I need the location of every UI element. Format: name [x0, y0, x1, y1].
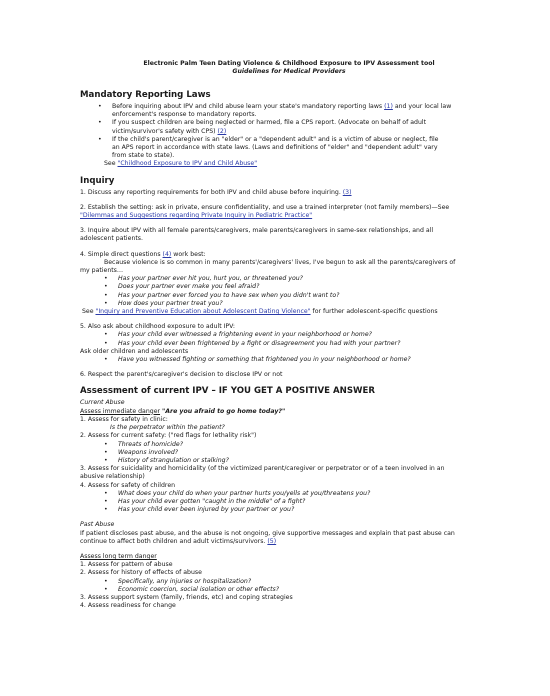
assess-step-1-question: Is the perpetrator within the patient?: [110, 424, 225, 432]
see-tail: for further adolescent-specific questions: [312, 308, 438, 316]
inquiry-step-2: [80, 204, 498, 220]
past-text: If patient discloses past abuse, and the abuse is not ongoing, give supportive messages and explain that past abuse can: [80, 529, 455, 537]
list-text: enforcement's response to mandatory reports.: [112, 111, 257, 119]
long-step-4: 4. Assess readiness for change: [80, 602, 176, 610]
list-item: • Weapons involved?: [118, 449, 498, 457]
older-question-list: [80, 356, 498, 364]
see-line: [80, 308, 498, 316]
document-subtitle: Guidelines for Medical Providers: [232, 68, 346, 75]
assess-step-3: [80, 465, 498, 481]
reference-link[interactable]: (1): [384, 103, 393, 110]
list-item: • Does your partner ever make you feel afraid?: [118, 283, 498, 291]
adolescent-inquiry-link[interactable]: "Inquiry and Preventive Education about Adolescent Dating Violence": [95, 308, 311, 316]
list-item: [112, 119, 498, 135]
inquiry-step-6: 6. Respect the parent's/caregiver's decision to disclose IPV or not: [80, 371, 283, 379]
red-flag-list: [80, 441, 498, 466]
see-label: See: [104, 160, 116, 168]
step-text: adolescent patients.: [80, 235, 143, 243]
question-list: [80, 275, 498, 308]
list-item: • Has your child ever gotten "caught in the middle" of a fight?: [118, 498, 498, 506]
list-item: • Has your partner ever forced you to have sex when you didn't want to?: [118, 292, 498, 300]
reference-link[interactable]: (5): [267, 537, 277, 545]
list-item: • Threats of homicide?: [118, 441, 498, 449]
list-item: • Has your child ever been frightened by a fight or disagreement you had with your partner?: [118, 340, 498, 348]
list-text: and your local law: [394, 103, 452, 110]
reference-link[interactable]: (3): [342, 188, 352, 196]
inquiry-step-1: [80, 189, 498, 197]
inquiry-step-4: [80, 251, 498, 259]
reference-link[interactable]: (2): [217, 127, 227, 135]
assess-step-2: 2. Assess for current safety: ("red flags for lethality risk"): [80, 432, 257, 440]
list-item: [112, 136, 498, 161]
long-step-3: 3. Assess support system (family, friends, etc) and coping strategies: [80, 593, 293, 601]
list-text: victim/survivor's safety with CPS): [112, 127, 216, 135]
past-text: continue to affect both children and adult victims/survivors.: [80, 537, 266, 545]
list-text: from state to state).: [112, 152, 175, 160]
section-heading-mandatory: Mandatory Reporting Laws: [80, 90, 211, 100]
list-item: • Have you witnessed fighting or something that frightened you in your neighborhood or home?: [118, 356, 498, 364]
step-text: abusive relationship): [80, 473, 145, 481]
list-item: • Has your child ever witnessed a frightening event in your neighborhood or home?: [118, 331, 498, 339]
reference-link[interactable]: (4): [162, 250, 172, 258]
inquiry-step-3: [80, 227, 498, 243]
step-text: 1. Discuss any reporting requirements for both IPV and child abuse before inquiring.: [80, 188, 341, 196]
see-line: [80, 160, 498, 168]
intro-text: Because violence is so common in many parents'/caregivers' lives, I've begun to ask all the parents/caregivers of: [104, 258, 456, 266]
assess-step-1: 1. Assess for safety in clinic:: [80, 415, 168, 423]
list-item: • Economic coercion, social isolation or other effects?: [118, 586, 498, 594]
past-abuse-label: Past Abuse: [80, 521, 115, 529]
list-item: [112, 103, 498, 119]
list-item: • What does your child do when your partner hurts you/yells at you/threatens you?: [118, 490, 498, 498]
section-heading-assessment: Assessment of current IPV – IF YOU GET A POSITIVE ANSWER: [80, 386, 375, 397]
document-title: Electronic Palm Teen Dating Violence & Childhood Exposure to IPV Assessment tool: [143, 60, 435, 67]
childhood-exposure-link[interactable]: "Childhood Exposure to IPV and Child Abuse": [117, 160, 258, 168]
child-question-list: [80, 331, 498, 347]
inquiry-step-5: 5. Also ask about childhood exposure to adult IPV:: [80, 323, 235, 331]
effects-list: [80, 578, 498, 594]
step-text: 4. Simple direct questions: [80, 250, 161, 258]
step-text: 3. Assess for suicidality and homicidality (of the victimized parent/caregiver or perpetrator or of a teen involved in an: [80, 465, 445, 473]
section-heading-inquiry: Inquiry: [80, 175, 115, 186]
list-item: • How does your partner treat you?: [118, 300, 498, 308]
list-item: • History of strangulation or stalking?: [118, 457, 498, 465]
long-term-danger-label: Assess long term danger: [80, 552, 157, 560]
immediate-danger-label: Assess immediate danger: [80, 407, 161, 415]
long-step-1: 1. Assess for pattern of abuse: [80, 561, 173, 569]
list-item: • Has your partner ever hit you, hurt you, or threatened you?: [118, 275, 498, 283]
see-label: See: [81, 308, 94, 316]
list-item: • Specifically, any injuries or hospitalization?: [118, 578, 498, 586]
current-abuse-label: Current Abuse: [80, 399, 125, 407]
list-text: Before inquiring about IPV and child abuse learn your state's mandatory reporting laws: [112, 103, 383, 110]
intro-text: my patients…: [80, 267, 124, 275]
assess-step-4: 4. Assess for safety of children: [80, 481, 176, 489]
inquiry-intro: [80, 259, 498, 275]
private-inquiry-link[interactable]: "Dilemmas and Suggestions regarding Private Inquiry in Pediatric Practice": [80, 212, 313, 220]
list-text: an APS report in accordance with state laws. (Laws and definitions of "elder" and "dependent adult" vary: [112, 144, 438, 152]
list-item: • Has your child ever been injured by your partner or you?: [118, 506, 498, 514]
step-text: work best:: [173, 250, 206, 258]
step-text: 3. Inquire about IPV with all female parents/caregivers, male parents/caregivers in same-sex relationships, and all: [80, 227, 434, 235]
list-text: If you suspect children are being neglected or harmed, file a CPS report. (Advocate on behalf of adult: [112, 119, 427, 127]
past-abuse-text: [80, 530, 498, 546]
immediate-danger-question: "Are you afraid to go home today?": [162, 407, 286, 415]
step-text: 2. Establish the setting: ask in private, ensure confidentiality, and use a trained interpreter (not family members)—See: [80, 203, 450, 211]
long-step-2: 2. Assess for history of effects of abuse: [80, 569, 202, 577]
list-text: If the child's parent/caregiver is an "elder" or a "dependent adult" and is a victim of abuse or neglect, file: [112, 135, 439, 143]
mandatory-list: [80, 103, 498, 160]
older-children-label: Ask older children and adolescents: [80, 347, 189, 355]
immediate-danger-line: [80, 408, 498, 416]
child-safety-list: [80, 490, 498, 515]
